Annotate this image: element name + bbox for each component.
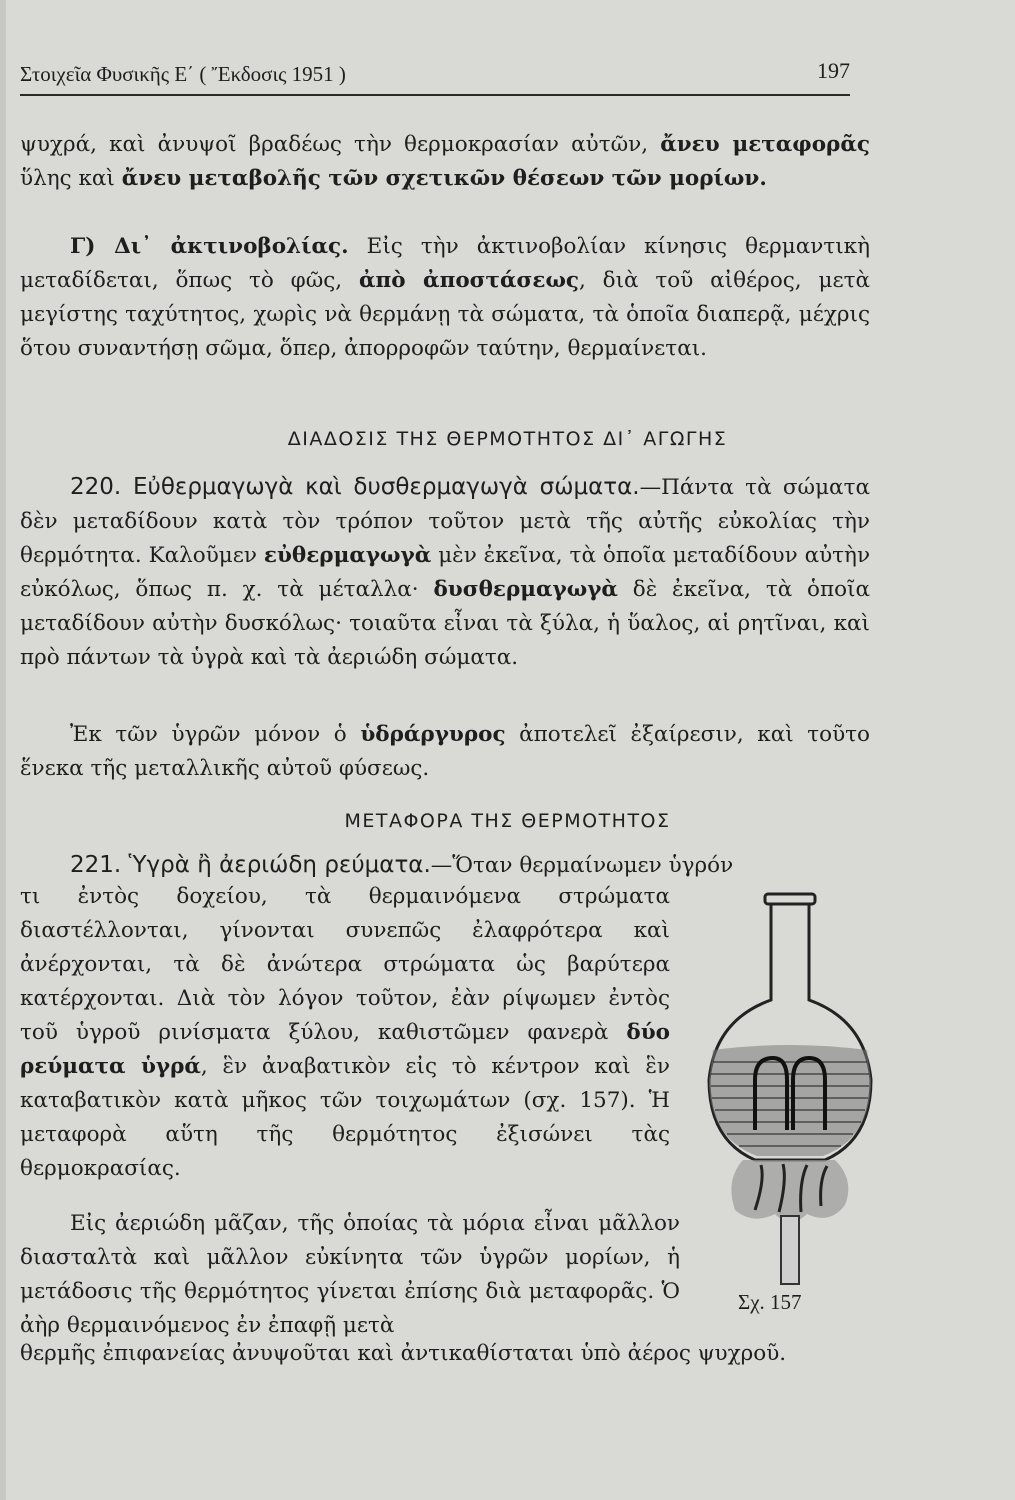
paragraph-gases: Εἰς ἀεριώδη μᾶζαν, τῆς ὁποίας τὰ μόρια εἶναι μᾶλλον διασταλτὰ καὶ μᾶλλον εὐκίνητα τῶν ὑγρῶν μορίων, ἡ μετάδοσις τῆς θερμότητος γίνεται ἐπίσης διὰ μεταφορᾶς. Ὁ ἀὴρ θερμαινόμενος ἐν ἐπαφῇ μετὰ xyxy=(20,1211,680,1338)
radiation-label: Γ) Δι᾽ ἀκτινοβολίας. xyxy=(70,234,349,259)
bold-term: εὐθερμαγωγὰ xyxy=(263,543,432,568)
running-header xyxy=(20,58,850,96)
section-221-title: 221. Ὑγρὰ ἢ ἀεριώδη ρεύματα. xyxy=(70,852,431,878)
figure-caption: Σχ. 157 xyxy=(738,1290,802,1314)
section-221-body: τι ἐντὸς δοχείου, τὰ θερμαινόμενα στρώματα διαστέλλονται, γίνονται συνεπῶς ἐλαφρότερα καὶ ἀνέρχονται, τὰ δὲ ἀνώτερα στρώματα ὡς βαρύτερα κατέρχονται. Διὰ τὸν λόγον τοῦτον, ἐὰν ρίψωμεν ἐντὸς τοῦ ὑγροῦ ρινίσματα ξύλου, καθιστῶμεν φανερὰ δύο ρεύματα ὑγρά, ἓν ἀναβατικὸν εἰς τὸ κέντρον καὶ ἓν καταβατικὸν κατὰ μῆκος τῶν τοιχωμάτων (σχ. 157). Ἡ μεταφορὰ αὕτη τῆς θερμότητος ἐξισώνει τὰς θερμοκρασίας. xyxy=(20,884,670,1181)
flask-convection-figure xyxy=(695,880,885,1290)
page-spine-shadow xyxy=(0,0,6,1500)
header-title: Στοιχεῖα Φυσικῆς Ε΄ ( Ἔκδοσις 1951 ) xyxy=(20,62,346,86)
section-220: 220. Εὐθερμαγωγὰ καὶ δυσθερμαγωγὰ σώματα.—Πάντα τὰ σώματα δὲν μεταδίδουν κατὰ τὸν τρόπον τοῦτον μετὰ τῆς αὐτῆς εὐκολίας τὴν θερμότητα. Καλοῦμεν εὐθερμαγωγὰ μὲν ἐκεῖνα, τὰ ὁποῖα μεταδίδουν αὐτὴν εὐκόλως, ὅπως π. χ. τὰ μέταλλα· δυσθερμαγωγὰ δὲ ἐκεῖνα, τὰ ὁποῖα μεταδίδουν αὐτὴν δυσκόλως· τοιαῦτα εἶναι τὰ ξύλα, ἡ ὕαλος, αἱ ρητῖναι, καὶ πρὸ πάντων τὰ ὑγρὰ καὶ τὰ ἀεριώδη σώματα. xyxy=(20,474,871,670)
section-221-first-line: 221. Ὑγρὰ ἢ ἀεριώδη ρεύματα.—Ὅταν θερμαίνωμεν ὑγρόν xyxy=(70,852,734,878)
page-number: 197 xyxy=(817,58,850,83)
paragraph-gases-end: θερμῆς ἐπιφανείας ἀνυψοῦται καὶ ἀντικαθίσταται ὑπὸ ἀέρος ψυχροῦ. xyxy=(20,1341,787,1366)
paragraph-mercury: Ἐκ τῶν ὑγρῶν μόνον ὁ ὑδράργυρος ἀποτελεῖ ἐξαίρεσιν, καὶ τοῦτο ἕνεκα τῆς μεταλλικῆς αὐτοῦ φύσεως. xyxy=(20,722,870,781)
bold-phrase: ἄνευ μεταβολῆς τῶν σχετικῶν θέσεων τῶν μορίων. xyxy=(121,166,767,191)
bold-term: δυσθερμαγωγὰ xyxy=(433,577,618,602)
section-heading-convection: ΜΕΤΑΦΟΡΑ ΤΗΣ ΘΕΡΜΟΤΗΤΟΣ xyxy=(344,810,671,832)
paragraph-radiation: Γ) Δι᾽ ἀκτινοβολίας. Εἰς τὴν ἀκτινοβολίαν κίνησις θερμαντικὴ μεταδίδεται, ὅπως τὸ φῶς, ἀπὸ ἀποστάσεως, διὰ τοῦ αἰθέρος, μετὰ μεγίστης ταχύτητος, χωρὶς νὰ θερμάνῃ τὰ σώματα, τὰ ὁποῖα διαπερᾷ, μέχρις ὅτου συναντήσῃ σῶμα, ὅπερ, ἀπορροφῶν ταύτην, θερμαίνεται. xyxy=(20,234,871,361)
section-heading-conduction: ΔΙΑΔΟΣΙΣ ΤΗΣ ΘΕΡΜΟΤΗΤΟΣ ΔΙ᾽ ΑΓΩΓΗΣ xyxy=(287,428,728,450)
bold-phrase: δύο ρεύματα ὑγρά xyxy=(20,1020,670,1079)
bold-term: ὑδράργυρος xyxy=(360,722,506,747)
bold-phrase: ἄνευ μεταφορᾶς xyxy=(660,132,870,157)
paragraph-conduction-end: ψυχρά, καὶ ἀνυψοῖ βραδέως τὴν θερμοκρασίαν αὐτῶν, ἄνευ μεταφορᾶς ὕλης καὶ ἄνευ μεταβολῆς τῶν σχετικῶν θέσεων τῶν μορίων. xyxy=(20,132,870,191)
bold-phrase: ἀπὸ ἀποστάσεως xyxy=(358,268,580,293)
section-220-title: 220. Εὐθερμαγωγὰ καὶ δυσθερμαγωγὰ σώματα. xyxy=(70,474,640,500)
